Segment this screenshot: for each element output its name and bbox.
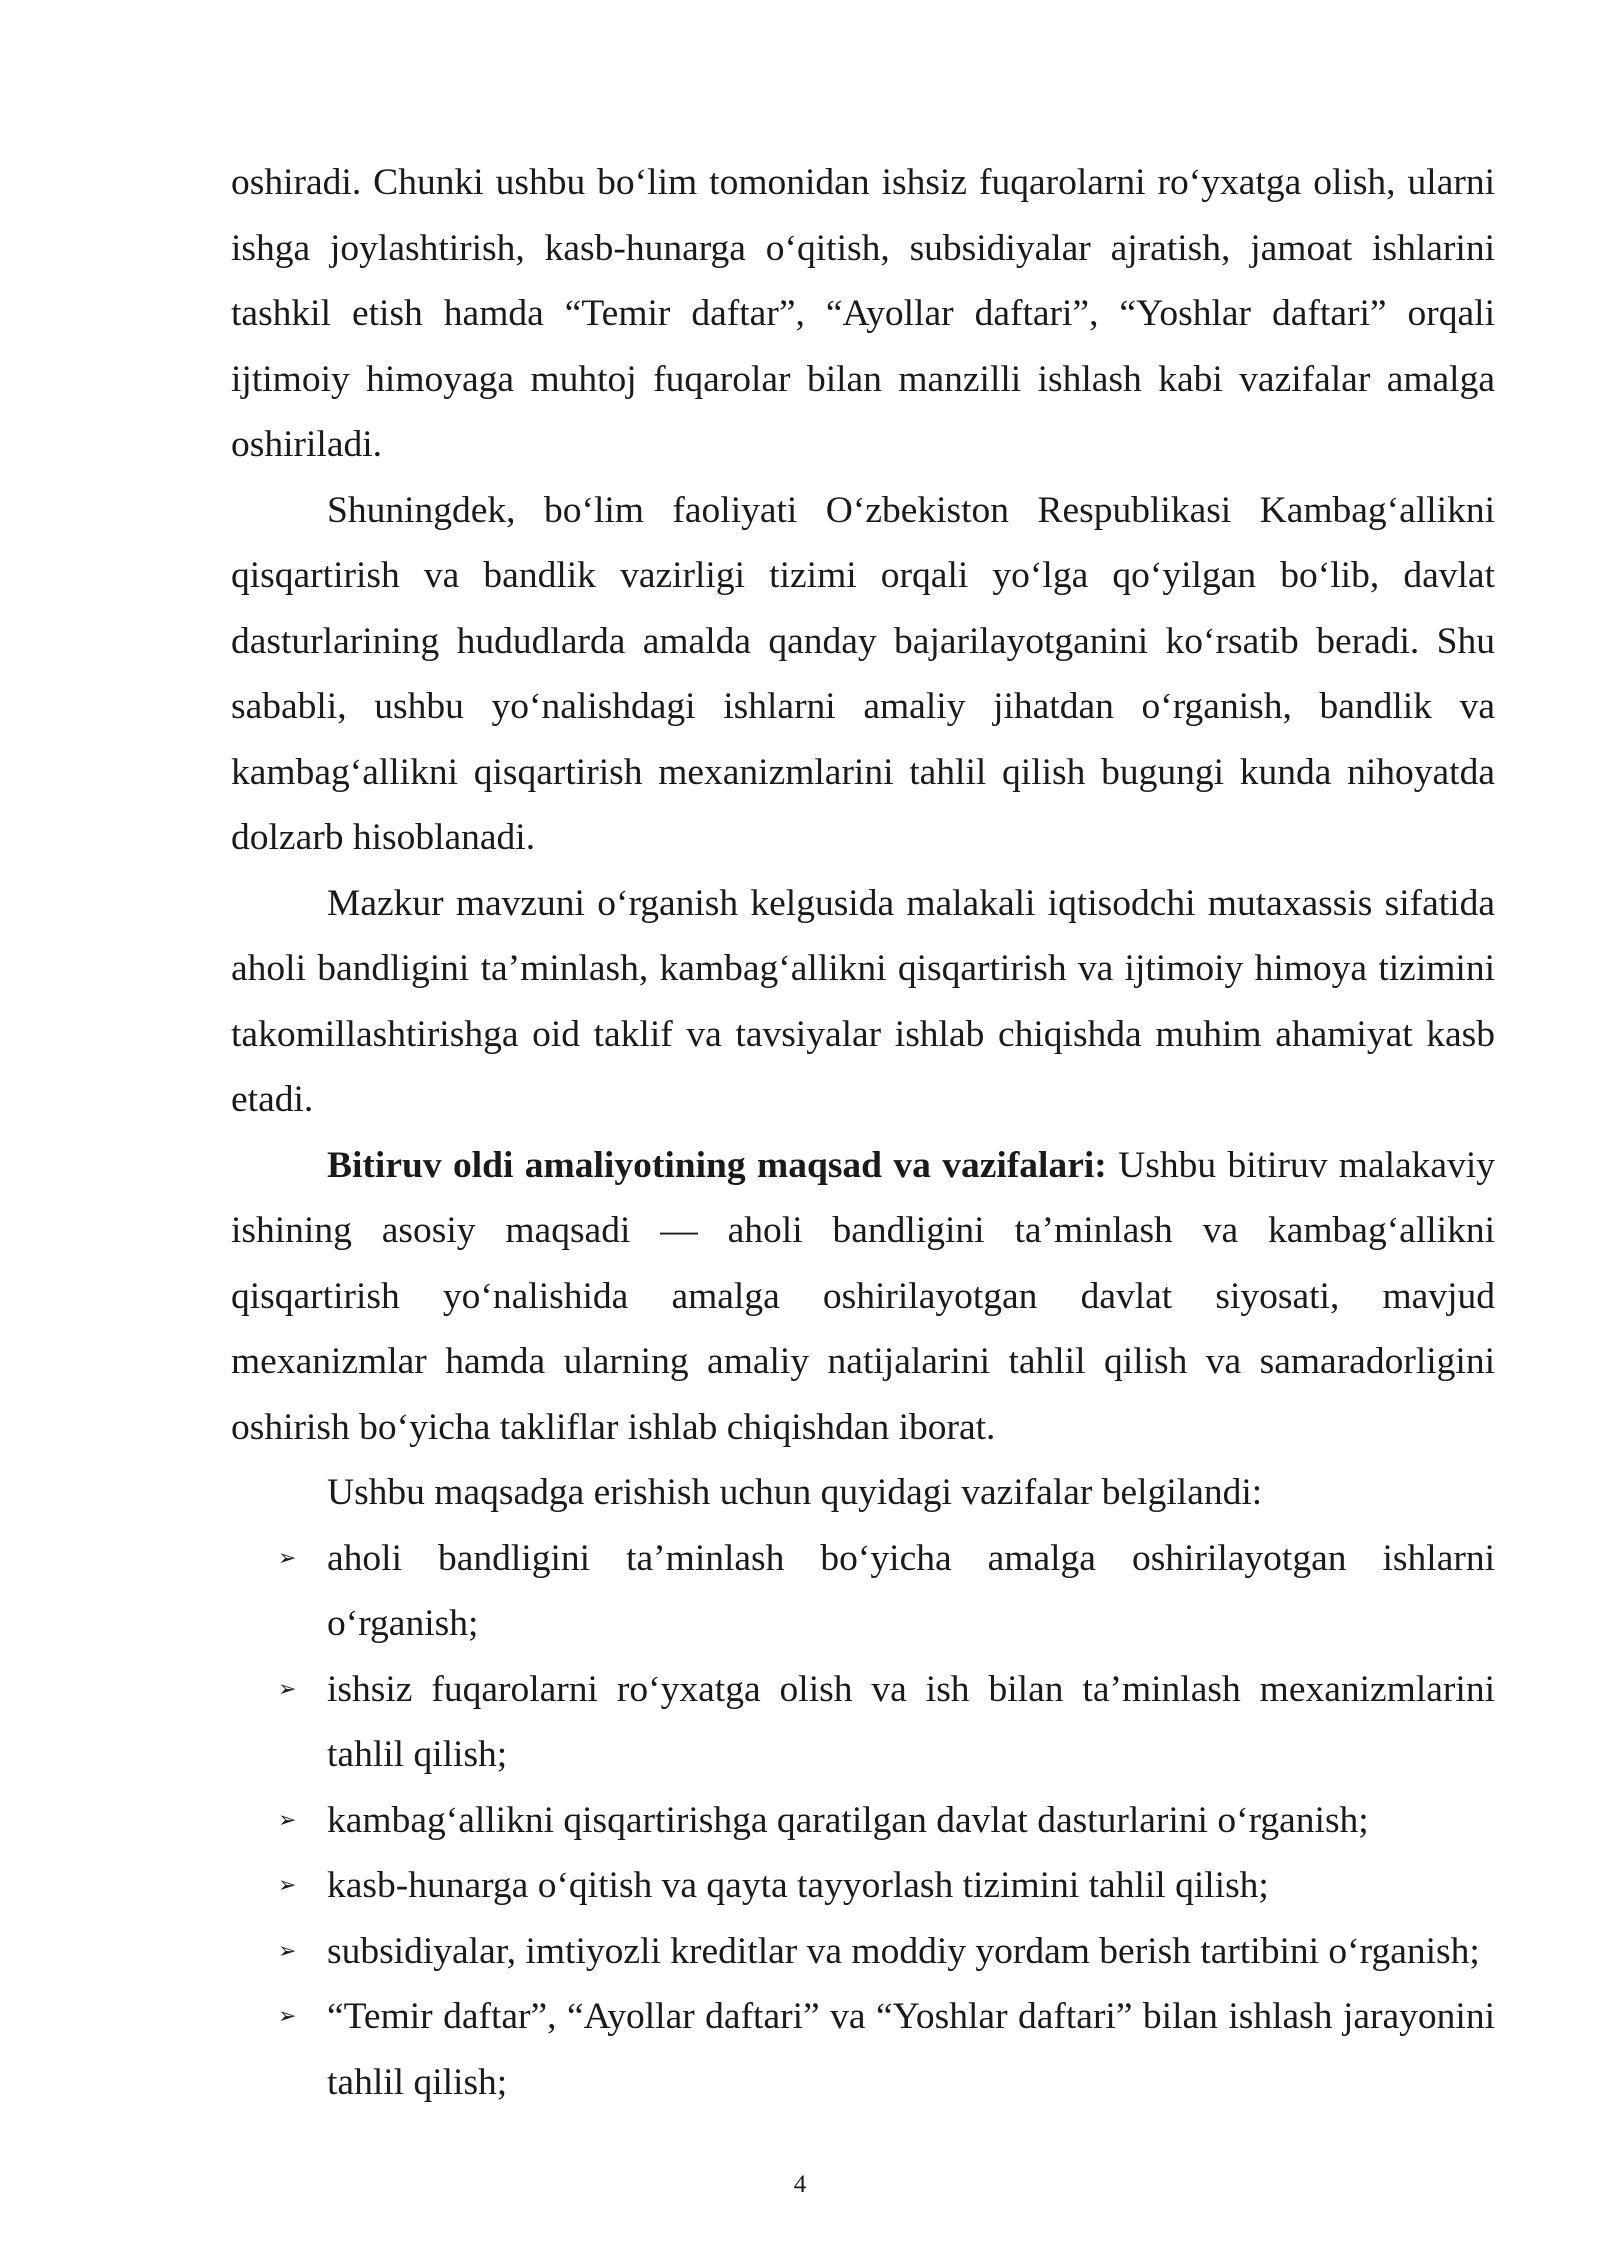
paragraph-tasks-intro: Ushbu maqsadga erishish uchun quyidagi vazifalar belgilandi: bbox=[327, 1472, 1263, 1513]
list-item bbox=[231, 1526, 1495, 1657]
list-item-text: aholi bandligini ta’minlash bo‘yicha amalga oshirilayotgan ishlarni o‘rganish; bbox=[327, 1537, 1495, 1644]
list-item bbox=[231, 1853, 1495, 1919]
arrowhead-bullet-icon: ➢ bbox=[278, 1873, 297, 1898]
list-item bbox=[231, 1984, 1495, 2115]
arrowhead-bullet-icon: ➢ bbox=[278, 1676, 297, 1702]
list-item bbox=[231, 1657, 1495, 1788]
arrowhead-bullet-icon: ➢ bbox=[278, 1938, 297, 1964]
list-item bbox=[231, 1919, 1495, 1985]
list-item-text: subsidiyalar, imtiyozli kreditlar va moddiy yordam berish tartibini o‘rganish; bbox=[327, 1930, 1480, 1972]
goals-text: Ushbu bitiruv malakaviy ishining asosiy maqsadi — aholi bandligini ta’minlash va kambag‘allikni qisqartirish yo‘nalishida amalga oshirilayotgan davlat siyosati, mavjud mexanizmlar hamda ularning amaliy natijalarini tahlil qilish va samaradorligini oshirish bo‘yicha takliflar ishlab chiqishdan iborat. bbox=[231, 1144, 1496, 1448]
list-item-text: “Temir daftar”, “Ayollar daftari” va “Yoshlar daftari” bilan ishlash jarayonini tahlil qilish; bbox=[327, 1996, 1495, 2103]
document-page bbox=[231, 150, 1495, 2115]
list-item-text: ishsiz fuqarolarni ro‘yxatga olish va ish bilan ta’minlash mexanizmlarini tahlil qilish; bbox=[327, 1668, 1495, 1775]
list-item-text: kasb-hunarga o‘qitish va qayta tayyorlash tizimini tahlil qilish; bbox=[327, 1865, 1269, 1906]
tasks-list bbox=[231, 1526, 1495, 2116]
page-number: 4 bbox=[793, 2171, 807, 2198]
paragraph-goals bbox=[231, 1133, 1495, 1461]
paragraph-topic-relevance: Mazkur mavzuni o‘rganish kelgusida malakali iqtisodchi mutaxassis sifatida aholi bandligini ta’minlash, kambag‘allikni qisqartirish va ijtimoiy himoya tizimini takomillashtirishga oid taklif va tavsiyalar ishlab chiqishda muhim ahamiyat kasb etadi. bbox=[231, 882, 1495, 1120]
arrowhead-bullet-icon: ➢ bbox=[278, 1807, 297, 1833]
paragraph-continuation: oshiradi. Chunki ushbu bo‘lim tomonidan ishsiz fuqarolarni ro‘yxatga olish, ularni ishga joylashtirish, kasb-hunarga o‘qitish, subsidiyalar ajratish, jamoat ishlarini tashkil etish hamda “Temir daftar”, “Ayollar daftari”, “Yoshlar daftari” orqali ijtimoiy himoyaga muhtoj fuqarolar bilan manzilli ishlash kabi vazifalar amalga oshiriladi. bbox=[231, 162, 1495, 465]
arrowhead-bullet-icon: ➢ bbox=[278, 2004, 297, 2029]
list-item-text: kambag‘allikni qisqartirishga qaratilgan davlat dasturlarini o‘rganish; bbox=[327, 1799, 1369, 1841]
arrowhead-bullet-icon: ➢ bbox=[278, 1545, 297, 1571]
list-item bbox=[231, 1788, 1495, 1854]
paragraph-department-activity: Shuningdek, bo‘lim faoliyati O‘zbekiston Respublikasi Kambag‘allikni qisqartirish va bandlik vazirligi tizimi orqali yo‘lga qo‘yilgan bo‘lib, davlat dasturlarining hududlarda amalda qanday bajarilayotganini ko‘rsatib beradi. Shu sababli, ushbu yo‘nalishdagi ishlarni amaliy jihatdan o‘rganish, bandlik va kambag‘allikni qisqartirish mexanizmlarini tahlil qilish bugungi kunda nihoyatda dolzarb hisoblanadi. bbox=[231, 489, 1495, 858]
goals-heading: Bitiruv oldi amaliyotining maqsad va vazifalari: bbox=[327, 1144, 1107, 1186]
